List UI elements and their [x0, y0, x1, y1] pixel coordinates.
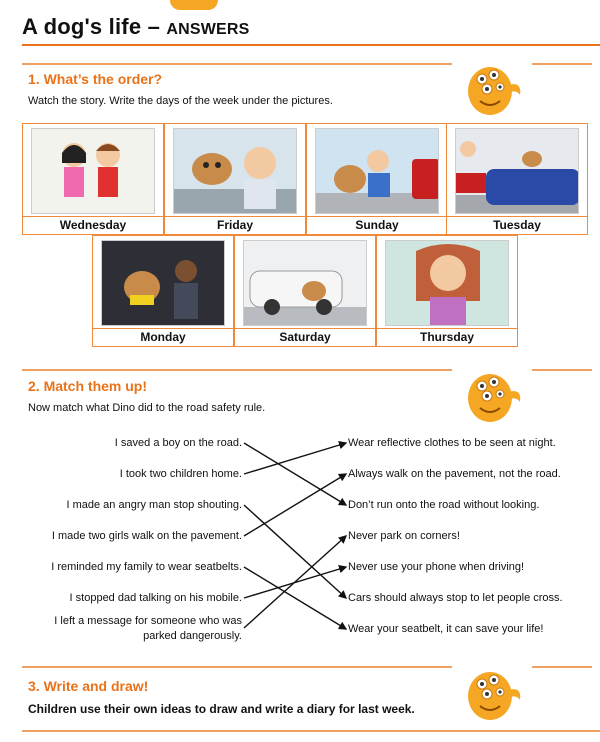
section2-instruction: Now match what Dino did to the road safety rule. [28, 402, 266, 414]
match-line [244, 505, 346, 598]
statement-left-continued: parked dangerously. [143, 630, 242, 642]
statement-left: I took two children home. [119, 468, 242, 480]
picture-label: Thursday [377, 328, 517, 346]
statement-left: I reminded my family to wear seatbelts. [51, 561, 242, 573]
match-line [244, 443, 346, 505]
rule-right: Wear reflective clothes to be seen at night. [348, 437, 556, 449]
rule-right: Never park on corners! [348, 530, 460, 542]
rule-right: Cars should always stop to let people cross. [348, 592, 563, 604]
statement-left: I saved a boy on the road. [114, 437, 242, 449]
rule-right: Always walk on the pavement, not the road. [348, 468, 561, 480]
statement-left: I left a message for someone who was [54, 615, 242, 627]
rule-right: Don’t run onto the road without looking. [348, 499, 540, 511]
statement-left: I made an angry man stop shouting. [66, 499, 242, 511]
section3-rule [22, 666, 452, 668]
section3-text: Children use their own ideas to draw and write a diary for last week. [28, 702, 415, 716]
picture-label: Monday [93, 328, 233, 346]
picture-label: Saturday [235, 328, 375, 346]
match-line [244, 536, 346, 628]
section1-title: 1. What’s the order? [28, 71, 163, 87]
picture-label: Friday [165, 216, 305, 234]
picture-label: Wednesday [23, 216, 163, 234]
section3-rule-right [532, 666, 592, 668]
statement-left: I stopped dad talking on his mobile. [69, 592, 242, 604]
statement-left: I made two girls walk on the pavement. [51, 530, 242, 542]
rule-right: Never use your phone when driving! [348, 561, 525, 573]
section3-title: 3. Write and draw! [28, 678, 149, 694]
rule-right: Wear your seatbelt, it can save your life! [348, 623, 544, 635]
bottom-rule [22, 730, 600, 732]
picture-label: Sunday [307, 216, 447, 234]
picture-label: Tuesday [447, 216, 587, 234]
page-title: A dog's life – ANSWERS [22, 14, 250, 39]
monster-icon [460, 660, 524, 724]
match-line [244, 443, 346, 474]
section2-title: 2. Match them up! [28, 378, 148, 394]
match-line [244, 474, 346, 536]
match-line [244, 567, 346, 629]
section1-instruction: Watch the story. Write the days of the week under the pictures. [28, 95, 333, 107]
